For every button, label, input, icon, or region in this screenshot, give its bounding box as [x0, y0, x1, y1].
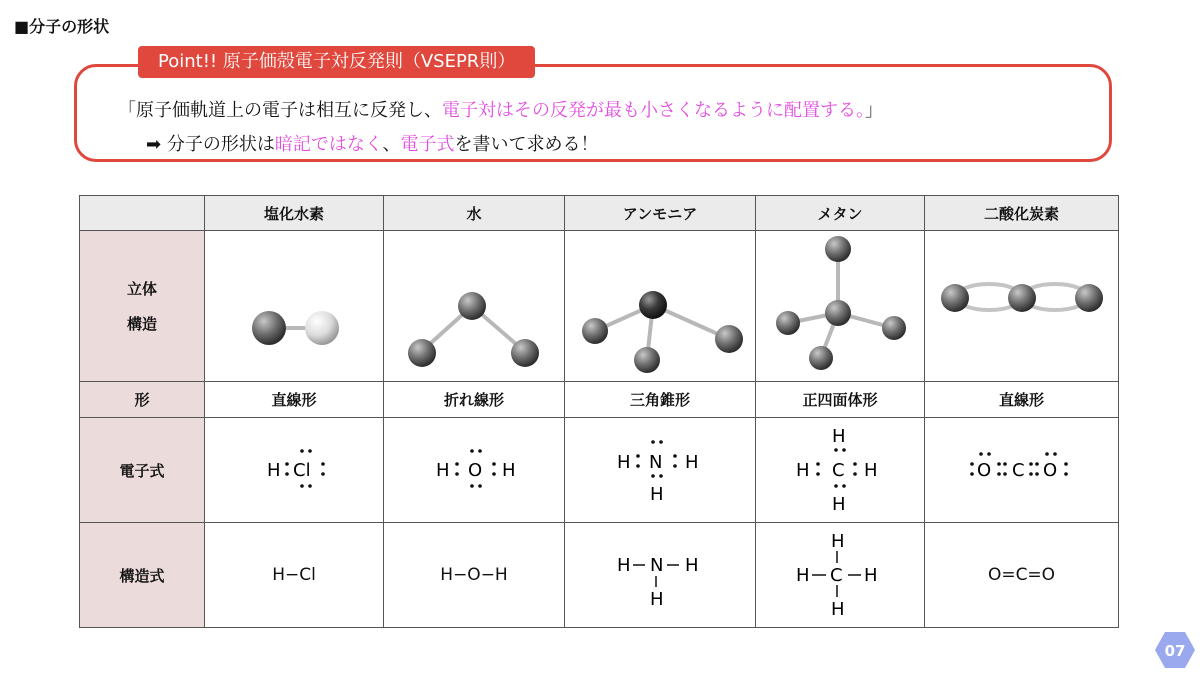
lewis-atom: H: [832, 494, 846, 515]
shape-cell: 三角錐形: [565, 382, 756, 418]
lewis-atom: O: [468, 460, 483, 481]
arrow-icon: ➡: [146, 134, 162, 155]
formula-cell: H−Cl: [205, 523, 384, 628]
lewis-atom: Cl: [293, 460, 311, 481]
rule2-text-a: 分子の形状は: [166, 134, 275, 155]
formula-atom: C: [830, 565, 843, 586]
methane-structural: [756, 523, 924, 623]
shape-cell: 正四面体形: [756, 382, 925, 418]
formula-atom: N: [650, 555, 664, 576]
model-ammonia: [565, 231, 756, 382]
formula-cell: H−O−H: [384, 523, 565, 628]
ammonia-3d-model: [565, 231, 755, 377]
rule2-highlight-1: 暗記ではなく: [274, 134, 383, 155]
lewis-atom: H: [436, 460, 450, 481]
co2-lewis: [925, 418, 1118, 518]
lewis-atom: H: [650, 484, 664, 505]
lewis-atom: O: [977, 460, 992, 481]
lewis-atom: H: [796, 460, 810, 481]
lewis-atom: H: [617, 452, 631, 473]
column-header: 塩化水素: [205, 196, 384, 231]
rule-text-highlight: 電子対はその反発が最も小さくなるように配置する。: [442, 100, 865, 121]
formula-atom: H: [864, 565, 878, 586]
lewis-atom: C: [832, 460, 845, 481]
structure-row: [80, 231, 1119, 382]
model-hcl: [205, 231, 384, 382]
row-label-structure: [80, 231, 205, 382]
page-number: 07: [1164, 642, 1186, 660]
rule2-text-c: 、: [382, 134, 401, 155]
column-header: 水: [384, 196, 565, 231]
rule-text-a: 「原子価軌道上の電子は相互に反発し、: [118, 100, 442, 121]
shape-row: [80, 382, 1119, 418]
molecule-table: [79, 195, 1119, 628]
rule-line-1: [118, 96, 883, 122]
page-number-badge: [1155, 630, 1195, 670]
co2-3d-model: [925, 231, 1118, 377]
point-label: Point!! 原子価殻電子対反発則（VSEPR則）: [138, 46, 535, 78]
hcl-lewis: [205, 418, 383, 518]
shape-cell: 直線形: [205, 382, 384, 418]
lewis-atom: N: [649, 452, 663, 473]
formula-row: [80, 523, 1119, 628]
shape-cell: 直線形: [925, 382, 1119, 418]
column-header: メタン: [756, 196, 925, 231]
formula-atom: H: [650, 589, 664, 610]
lewis-water: [384, 418, 565, 523]
lewis-methane: [756, 418, 925, 523]
formula-atom: H: [685, 555, 699, 576]
section-title: ■分子の形状: [14, 17, 110, 36]
lewis-atom: H: [685, 452, 699, 473]
ammonia-structural: [565, 523, 755, 623]
water-3d-model: [384, 231, 564, 377]
header-corner: [80, 196, 205, 231]
row-label-formula: 構造式: [80, 523, 205, 628]
lewis-atom: H: [502, 460, 516, 481]
water-lewis: [384, 418, 564, 518]
formula-atom: H: [796, 565, 810, 586]
methane-lewis: [756, 418, 924, 518]
hcl-3d-model: [205, 231, 383, 377]
formula-methane: [756, 523, 925, 628]
shape-cell: 折れ線形: [384, 382, 565, 418]
lewis-atom: H: [832, 426, 846, 447]
methane-3d-model: [756, 231, 924, 377]
lewis-atom: O: [1043, 460, 1058, 481]
lewis-atom: H: [864, 460, 878, 481]
row-label-shape: 形: [80, 382, 205, 418]
lewis-ammonia: [565, 418, 756, 523]
model-water: [384, 231, 565, 382]
row-label-structure-line1: 立体: [126, 280, 157, 298]
row-label-lewis: 電子式: [80, 418, 205, 523]
lewis-co2: [925, 418, 1119, 523]
formula-atom: H: [831, 599, 845, 620]
column-header: アンモニア: [565, 196, 756, 231]
model-methane: [756, 231, 925, 382]
formula-cell: O=C=O: [925, 523, 1119, 628]
lewis-atom: H: [267, 460, 281, 481]
lewis-row: [80, 418, 1119, 523]
rule-line-2: [146, 130, 598, 156]
rule2-text-e: を書いて求める！: [454, 134, 599, 155]
table-header-row: [80, 196, 1119, 231]
lewis-hcl: [205, 418, 384, 523]
ammonia-lewis: [565, 418, 755, 518]
formula-atom: H: [831, 531, 845, 552]
formula-atom: H: [617, 555, 631, 576]
rule-text-close: 」: [865, 100, 883, 121]
model-co2: [925, 231, 1119, 382]
formula-ammonia: [565, 523, 756, 628]
column-header: 二酸化炭素: [925, 196, 1119, 231]
rule2-highlight-2: 電子式: [400, 134, 455, 155]
row-label-structure-line2: 構造: [126, 315, 157, 333]
lewis-atom: C: [1012, 460, 1025, 481]
